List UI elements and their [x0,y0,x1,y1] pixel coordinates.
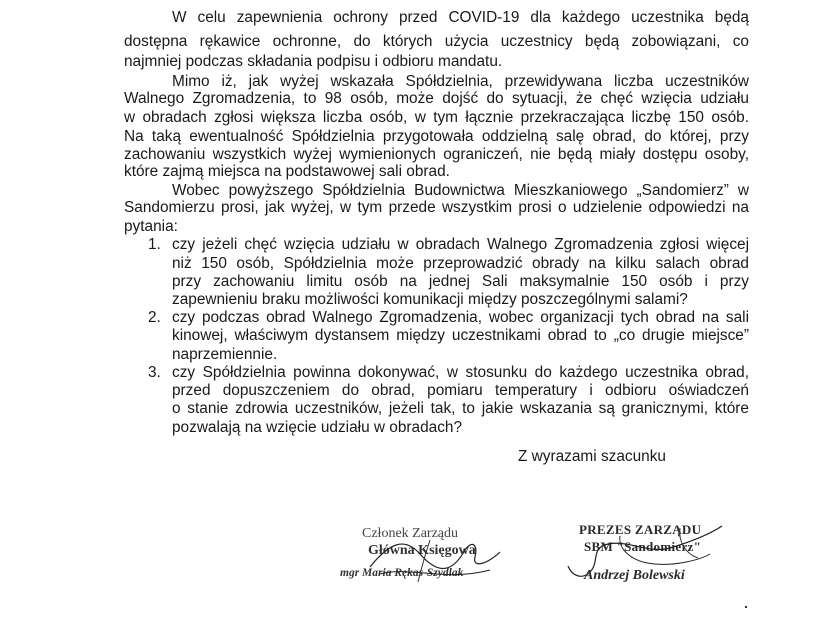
right-handwritten-signature [560,518,730,584]
question-3-line-1: czy Spółdzielnia powinna dokonywać, w stosunku do każdego uczestnika obrad, [172,364,749,381]
question-1-line-1: czy jeżeli chęć wzięcia udziału w obradach Walnego Zgromadzenia zgłosi więcej [172,236,749,253]
question-3-line-4: pozwalają na wzięcie udziału w obradach? [172,419,463,436]
question-3-number: 3. [148,364,161,381]
scan-dot [745,606,747,608]
paragraph-1-line-1: W celu zapewnienia ochrony przed COVID-19 dla każdego uczestnika będą [172,9,749,26]
paragraph-2-line-3: w obradach zgłosi większa liczba osób, w tym łącznie przekraczająca liczbę 150 osób. [124,109,749,126]
question-3-line-3: o stanie zdrowia uczestników, jeżeli tak, to jakie wskazania są granicznymi, które [172,400,749,417]
paragraph-1-line-2: dostępna rękawice ochronne, do których użycia uczestnicy będą zobowiązani, co [124,33,749,50]
left-stamp-role: Główna Księgowa [368,543,476,558]
right-stamp-title: PREZES ZARZĄDU [579,522,702,537]
question-1-line-4: zapewnieniu braku możliwości komunikacji między poszczególnymi salami? [172,291,688,308]
left-stamp-name: mgr Maria Rękas-Szydlak [340,567,464,579]
paragraph-3-line-3: pytania: [124,218,178,235]
question-1-number: 1. [148,236,161,253]
question-1-line-2: niż 150 osób, Spółdzielnia może przeprowadzić obrady na kilku salach obrad [172,255,749,272]
question-2-number: 2. [148,309,161,326]
left-handwritten-signature [360,522,510,592]
right-stamp-name: Andrzej Bolewski [584,568,685,583]
paragraph-2-line-4: Na taką ewentualność Spółdzielnia przygotowała oddzielną salę obrad, do której, przy [124,128,749,145]
right-stamp-organization: SBM "Sandomierz" [584,539,702,554]
paragraph-3-line-1: Wobec powyższego Spółdzielnia Budownictwa Mieszkaniowego „Sandomierz” w [172,182,749,199]
closing-salutation: Z wyrazami szacunku [518,448,666,465]
paragraph-2-line-6: które zajmą miejsca na podstawowej sali obrad. [124,163,450,180]
question-2-line-2: kinowej, właściwym dystansem między uczestnikami obrad to „co drugie miejsce” [172,327,749,344]
paragraph-2-line-1: Mimo iż, jak wyżej wskazała Spółdzielnia, przewidywana liczba uczestników [172,73,749,90]
question-2-line-1: czy podczas obrad Walnego Zgromadzenia, wobec organizacji tych obrad na sali [172,309,749,326]
question-3-line-2: przed dopuszczeniem do obrad, pomiaru temperatury i odbioru oświadczeń [172,382,749,399]
paragraph-3-line-2: Sandomierzu prosi, jak wyżej, w tym przede wszystkim prosi o udzielenie odpowiedzi na [124,199,749,216]
question-1-line-3: przy zachowaniu limitu osób na jednej Sali maksymalnie 150 osób i przy [172,273,749,290]
left-stamp-title: Członek Zarządu [362,526,459,541]
question-2-line-3: naprzemiennie. [172,346,278,363]
paragraph-1-line-3: najmniej podczas składania podpisu i odbioru mandatu. [124,53,503,70]
paragraph-2-line-2: Walnego Zgromadzenia, to 98 osób, może dojść do sytuacji, że chęć wzięcia udziału [124,90,749,107]
paragraph-2-line-5: zachowaniu wszystkich wyżej wymienionych ograniczeń, nie będą miały dostępu osoby, [124,146,749,163]
